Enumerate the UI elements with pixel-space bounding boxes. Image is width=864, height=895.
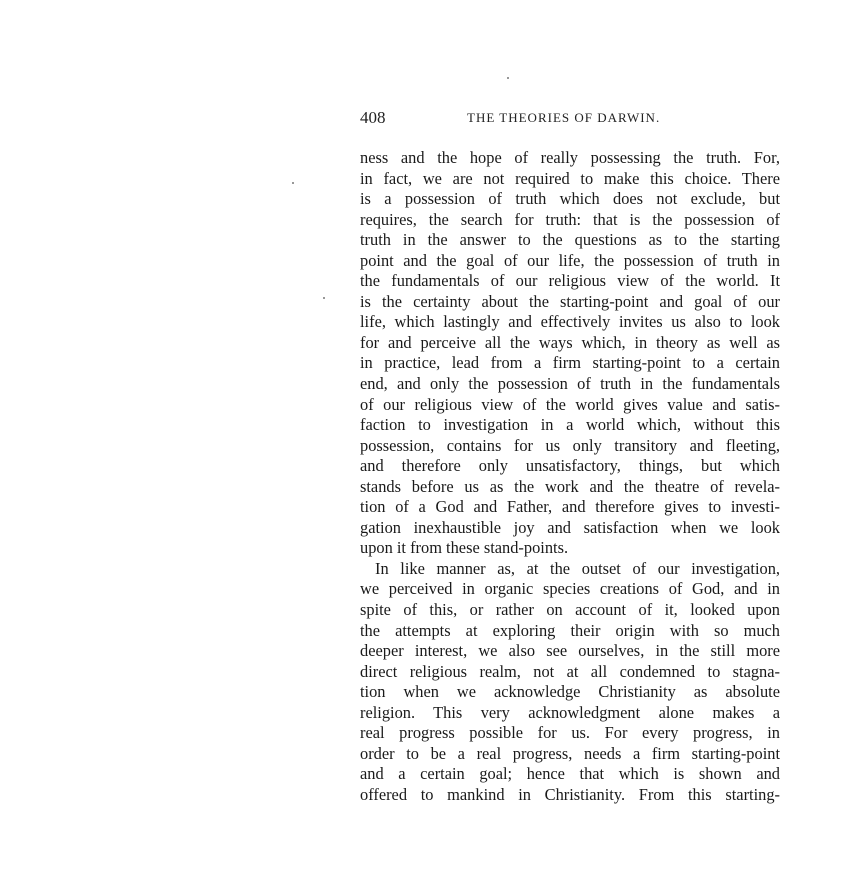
text-line: is a possession of truth which does not exclude, but bbox=[360, 189, 780, 209]
running-title: THE THEORIES OF DARWIN. bbox=[467, 110, 661, 125]
text-line: direct religious realm, not at all condemned to stagna- bbox=[360, 661, 780, 681]
text-line: we perceived in organic species creations of God, and in bbox=[360, 579, 780, 599]
text-line: is the certainty about the starting-point and goal of our bbox=[360, 291, 780, 311]
print-speck bbox=[323, 297, 325, 299]
text-line: in fact, we are not required to make this choice. There bbox=[360, 168, 780, 188]
text-line: the fundamentals of our religious view of the world. It bbox=[360, 271, 780, 291]
text-line: real progress possible for us. For every progress, in bbox=[360, 723, 780, 743]
text-line: deeper interest, we also see ourselves, in the still more bbox=[360, 641, 780, 661]
text-line: truth in the answer to the questions as to the starting bbox=[360, 230, 780, 250]
text-line: and therefore only unsatisfactory, things, but which bbox=[360, 456, 780, 476]
page-number: 408 bbox=[360, 108, 386, 127]
text-line: stands before us as the work and the theatre of revela- bbox=[360, 476, 780, 496]
text-line: requires, the search for truth: that is the possession of bbox=[360, 209, 780, 229]
text-line: upon it from these stand-points. bbox=[360, 538, 569, 558]
text-line: of our religious view of the world gives value and satis- bbox=[360, 394, 780, 414]
text-line: point and the goal of our life, the possession of truth in bbox=[360, 250, 780, 270]
text-line: possession, contains for us only transitory and fleeting, bbox=[360, 435, 780, 455]
text-line: offered to mankind in Christianity. From this starting- bbox=[360, 784, 780, 804]
text-line: the attempts at exploring their origin with so much bbox=[360, 620, 780, 640]
page-header bbox=[360, 108, 780, 128]
text-line: for and perceive all the ways which, in theory as well as bbox=[360, 332, 780, 352]
text-line: gation inexhaustible joy and satisfaction when we look bbox=[360, 517, 780, 537]
text-line: tion of a God and Father, and therefore gives to investi- bbox=[360, 497, 780, 517]
text-line: faction to investigation in a world which, without this bbox=[360, 415, 780, 435]
text-line: religion. This very acknowledgment alone makes a bbox=[360, 702, 780, 722]
text-line: life, which lastingly and effectively invites us also to look bbox=[360, 312, 780, 332]
text-line: order to be a real progress, needs a firm starting-point bbox=[360, 743, 780, 763]
text-line: spite of this, or rather on account of it, looked upon bbox=[360, 600, 780, 620]
print-speck bbox=[507, 77, 509, 79]
body-text bbox=[360, 148, 780, 806]
text-line: and a certain goal; hence that which is shown and bbox=[360, 764, 780, 784]
print-speck bbox=[292, 182, 294, 184]
text-line: end, and only the possession of truth in the fundamentals bbox=[360, 374, 780, 394]
paragraph-first-line: In like manner as, at the outset of our investigation, bbox=[375, 558, 780, 578]
text-line: tion when we acknowledge Christianity as absolute bbox=[360, 682, 780, 702]
text-line: in practice, lead from a firm starting-point to a certain bbox=[360, 353, 780, 373]
text-line: ness and the hope of really possessing the truth. For, bbox=[360, 148, 780, 167]
